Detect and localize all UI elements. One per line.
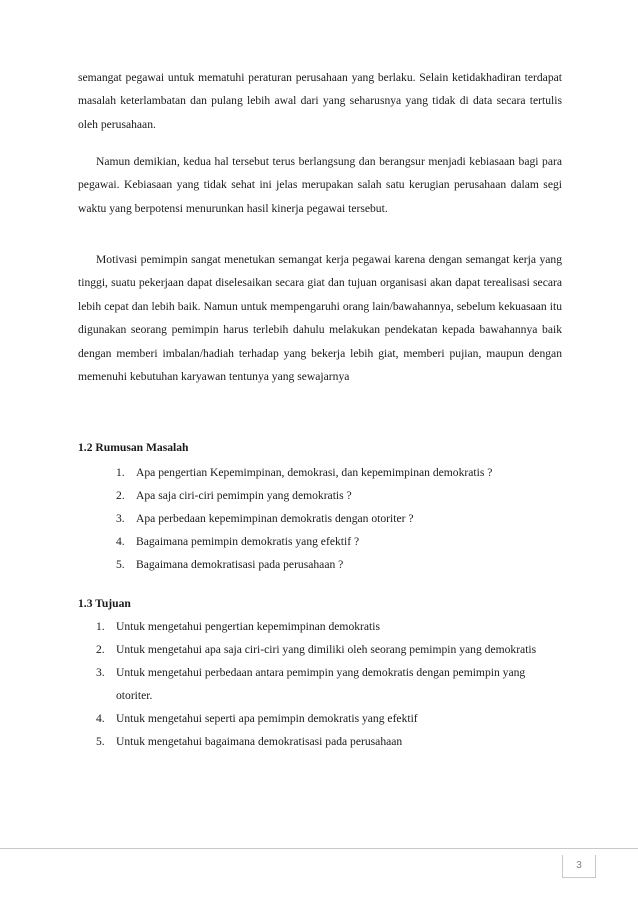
list-item: 5. Bagaimana demokratisasi pada perusahaan ? [116,558,344,571]
rumusan-masalah-list [116,461,566,576]
page-number: 3 [562,855,596,878]
list-item: 1. Untuk mengetahui pengertian kepemimpinan demokratis [96,620,381,633]
section-heading-tujuan: 1.3 Tujuan [78,597,131,610]
list-item: 2. Untuk mengetahui apa saja ciri-ciri yang dimiliki oleh seorang pemimpin yang demokratis [96,643,537,656]
list-item: 3. Apa perbedaan kepemimpinan demokratis dengan otoriter ? [116,512,414,525]
list-item: 5. Untuk mengetahui bagaimana demokratisasi pada perusahaan [96,735,403,748]
list-item: 2. Apa saja ciri-ciri pemimpin yang demokratis ? [116,489,352,502]
list-item: 4. Bagaimana pemimpin demokratis yang efektif ? [116,535,360,548]
list-item: 4. Untuk mengetahui seperti apa pemimpin demokratis yang efektif [96,712,418,725]
footer-divider [0,848,638,849]
paragraph-2: Namun demikian, kedua hal tersebut terus berlangsung dan berangsur menjadi kebiasaan bagi para pegawai. Kebiasaan yang tidak sehat ini jelas merupakan salah satu kerugian perusahaan dalam segi waktu yang berpotensi menurunkan hasil kinerja pegawai tersebut. [78,155,562,215]
section-heading-rumusan-masalah: 1.2 Rumusan Masalah [78,441,189,454]
list-item: 1. Apa pengertian Kepemimpinan, demokrasi, dan kepemimpinan demokratis ? [116,466,493,479]
paragraph-3: Motivasi pemimpin sangat menetukan semangat kerja pegawai karena dengan semangat kerja yang tinggi, suatu pekerjaan dapat diselesaikan secara giat dan tujuan organisasi akan dapat terealisasi secara lebih cepat dan lebih baik. Namun untuk mempengaruhi orang lain/bawahannya, sebelum kekuasaan itu digunakan seorang pemimpin harus terlebih dahulu melakukan pendekatan kepada bawahannya baik dengan memberi imbalan/hadiah terhadap yang bekerja lebih giat, memberi pujian, maupun dengan memenuhi kebutuhan karyawan tentunya yang sewajarnya [78,253,562,384]
paragraph-1: semangat pegawai untuk mematuhi peraturan perusahaan yang berlaku. Selain ketidakhadiran terdapat masalah keterlambatan dan pulang lebih awal dari yang seharusnya yang tidak di data secara tertulis oleh perusahaan. [78,71,562,131]
tujuan-list [96,615,546,753]
list-item: 3. Untuk mengetahui perbedaan antara pemimpin yang demokratis dengan pemimpin yang otoriter. [96,666,526,702]
